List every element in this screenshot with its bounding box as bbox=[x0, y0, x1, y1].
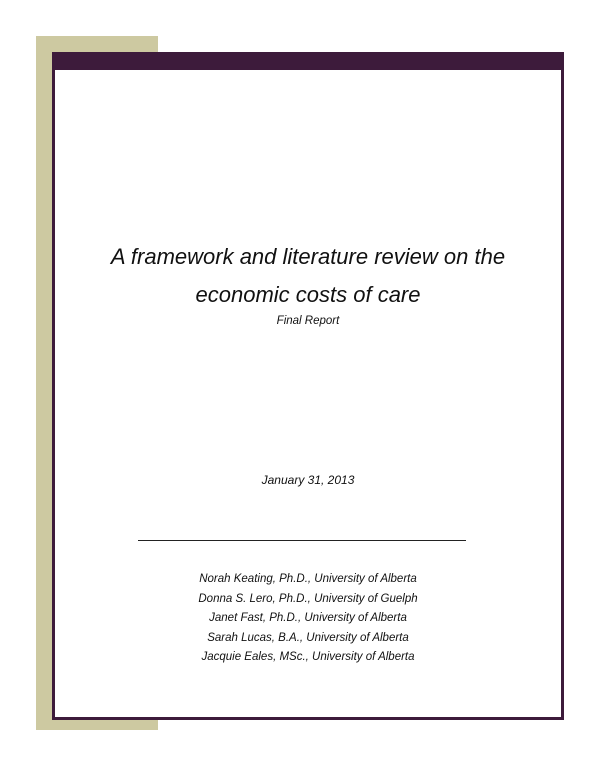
author-1: Norah Keating, Ph.D., University of Alberta bbox=[199, 573, 417, 585]
cover-page bbox=[52, 52, 564, 720]
report-date: January 31, 2013 bbox=[261, 473, 355, 487]
report-subtitle: Final Report bbox=[276, 315, 340, 327]
author-2: Donna S. Lero, Ph.D., University of Guelph bbox=[198, 592, 418, 605]
author-list bbox=[55, 570, 561, 668]
author-4: Sarah Lucas, B.A., University of Alberta bbox=[207, 631, 409, 644]
header-bar bbox=[55, 52, 561, 70]
author-3: Janet Fast, Ph.D., University of Alberta bbox=[209, 612, 407, 624]
report-title bbox=[55, 238, 561, 314]
report-title-line-2: economic costs of care bbox=[195, 282, 421, 307]
report-title-line-1: A framework and literature review on the bbox=[110, 244, 506, 269]
divider-line bbox=[138, 540, 466, 541]
author-5: Jacquie Eales, MSc., University of Alberta bbox=[201, 651, 415, 663]
